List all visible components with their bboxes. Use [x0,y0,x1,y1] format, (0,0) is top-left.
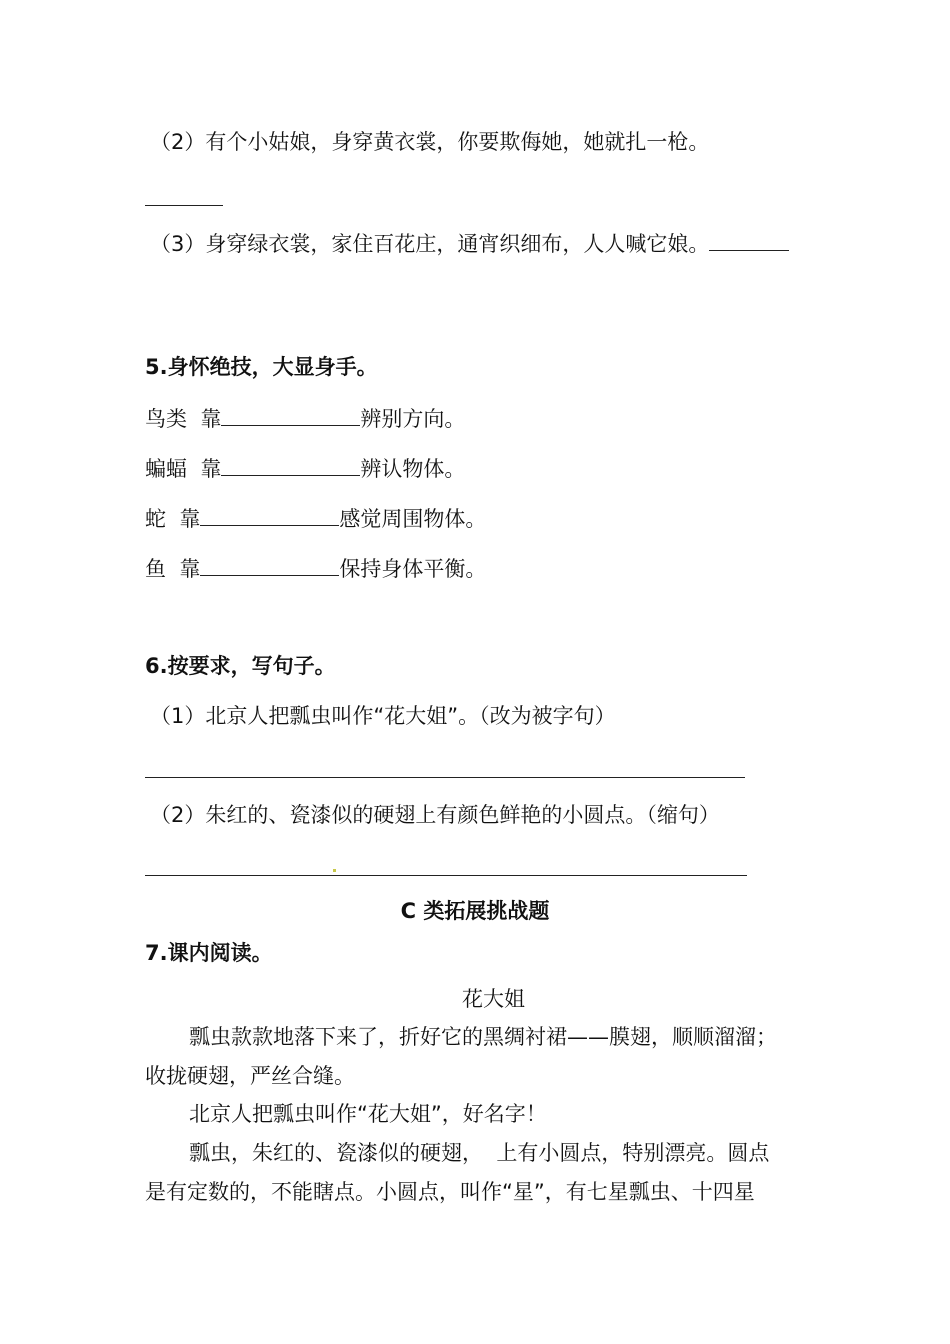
q7-title: 7.课内阅读。 [145,941,273,965]
q5-row [145,403,465,433]
q4-item-3 [150,228,789,258]
q5-row-blank[interactable] [221,403,360,426]
q5-row-subject: 蛇 靠 [145,507,201,531]
q5-row-blank[interactable] [200,503,339,526]
q4-item-2-answer-line[interactable] [145,205,223,206]
q6-item-1-answer-line[interactable] [145,777,745,778]
q6-item-2: （2）朱红的、瓷漆似的硬翅上有颜色鲜艳的小圆点。（缩句） [150,803,720,827]
q5-row [145,553,486,583]
q5-row [145,503,486,533]
stray-mark [333,869,336,872]
q5-title: 5.身怀绝技，大显身手。 [145,355,378,379]
passage-line: 瓢虫，朱红的、瓷漆似的硬翅， 上有小圆点，特别漂亮。圆点 [189,1141,770,1165]
q5-row-blank[interactable] [221,453,360,476]
passage-title: 花大姐 [462,987,525,1011]
q5-row-suffix: 辨认物体。 [360,457,466,481]
q5-row-suffix: 辨别方向。 [360,407,466,431]
q5-row [145,453,465,483]
q5-row-suffix: 感觉周围物体。 [339,507,487,531]
q5-row-suffix: 保持身体平衡。 [339,557,487,581]
passage-line: 收拢硬翅，严丝合缝。 [145,1064,355,1088]
q4-item-2: （2）有个小姑娘，身穿黄衣裳，你要欺侮她，她就扎一枪。 [150,130,710,154]
q5-row-subject: 鱼 靠 [145,557,201,581]
q4-item-3-answer-blank[interactable] [709,228,789,251]
q6-item-1: （1）北京人把瓢虫叫作“花大姐”。（改为被字句） [150,704,616,728]
q5-row-blank[interactable] [200,553,339,576]
q4-item-3-text: （3）身穿绿衣裳，家住百花庄，通宵织细布，人人喊它娘。 [150,232,710,256]
q5-row-subject: 蝙蝠 靠 [145,457,222,481]
passage-line: 瓢虫款款地落下来了，折好它的黑绸衬裙——膜翅，顺顺溜溜； [189,1025,777,1049]
q5-row-subject: 鸟类 靠 [145,407,222,431]
section-c-heading: C 类拓展挑战题 [400,899,550,923]
passage-line: 是有定数的，不能瞎点。小圆点，叫作“星”，有七星瓢虫、十四星 [145,1180,755,1204]
passage-line: 北京人把瓢虫叫作“花大姐”，好名字！ [189,1102,547,1126]
q6-title: 6.按要求，写句子。 [145,654,336,678]
q6-item-2-answer-line[interactable] [145,875,747,876]
